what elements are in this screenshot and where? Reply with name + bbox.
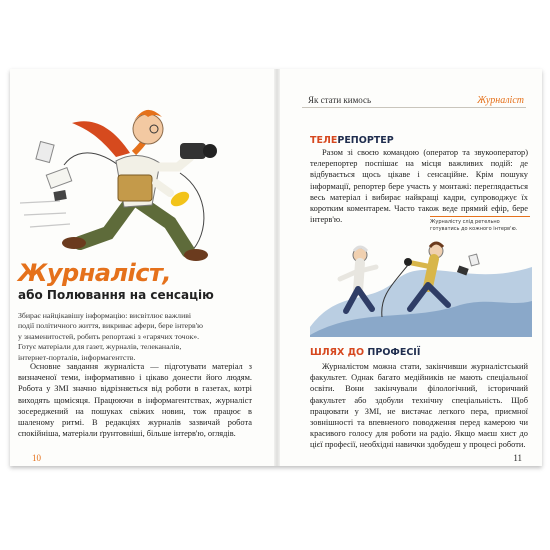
body-paragraph: Основне завдання журналіста — підготувати матеріал з визначеної теми, інформативно і цікаво донести його людям. Робота у ЗМІ значно відрізняється від роботи в газетах, котрі виходять щомісяця. Працюючи в інформагентствах, журналіст зосереджений на пошуках свіжих новин, тож працює в шаленому ритмі. В редакціях журналів зазвичай робота спокійніша, матеріали ґрунтовніші, більше інтерв'ю, оглядів. — [18, 362, 252, 439]
running-head: Як стати кимось — [308, 95, 372, 105]
body-paragraph: Разом зі своєю командою (оператор та звукооператор) телерепортер поспішає на місця важливих подій: де відбувається щось цікаве і сенсаційне. Крім пошуку інформації, репортер бере участь у монтажі: переглядається весь матеріал і вибирає найкращі кадри, супроводжує їх коротким коментарем. Часто також веде прямий ефір, бере інтерв'ю. — [310, 148, 528, 225]
heading-part: ТЕЛЕ — [310, 135, 338, 146]
image-caption: Журналісту слід ретельно готуватись до кожного інтерв'ю. — [430, 216, 530, 232]
article-subtitle: або Полювання на сенсацію — [18, 288, 214, 302]
article-title: Журналіст, — [18, 259, 172, 287]
running-journalist-illustration — [20, 83, 238, 279]
heading-part: ПРОФЕСІЇ — [367, 347, 421, 358]
path-to-profession-text — [310, 361, 528, 451]
left-page — [10, 69, 274, 466]
lead-line: Збирає найцікавішу інформацію: висвітлює важливі — [18, 311, 192, 320]
lead-line: інтернет-порталів, інформагентств. — [18, 352, 136, 362]
page-number-left: 10 — [32, 453, 41, 463]
right-page — [280, 69, 542, 466]
page-number-right: 11 — [513, 453, 522, 463]
section-heading-path — [310, 347, 420, 358]
reporters-running-illustration — [310, 227, 532, 337]
heading-part: РЕПОРТЕР — [337, 135, 394, 146]
lead-line: Готує матеріали для газет, журналів, телеканалів, — [18, 342, 182, 352]
lead-paragraph — [18, 311, 246, 363]
heading-part: ШЛЯХ ДО — [310, 347, 368, 358]
header-rule — [302, 107, 526, 108]
body-paragraph: Журналістом можна стати, закінчивши журналістський факультет. Однак багато медійників не мають спеціальної освіти. Вони закінчували філологічний, історичний факультет або здобули технічну спеціальність. Щоб працювати у ЗМІ, не вистачає легкого пера, приємної зовнішності та впевненого поводження перед камерою чи красивого голосу для роботи на радіо. Якщо маєш хист до цієї професії, необхідні навички здобудеш у процесі роботи. — [310, 362, 528, 450]
section-heading-telereporter — [310, 135, 394, 146]
left-body-text — [18, 361, 252, 439]
lead-line: у знаменитостей, робить репортажі з «гарячих точок». — [18, 331, 200, 341]
telereporter-text — [310, 147, 528, 225]
section-name: Журналіст — [477, 95, 524, 106]
lead-line: події політичного життя, викриває афери, бере інтерв'ю — [18, 321, 203, 331]
